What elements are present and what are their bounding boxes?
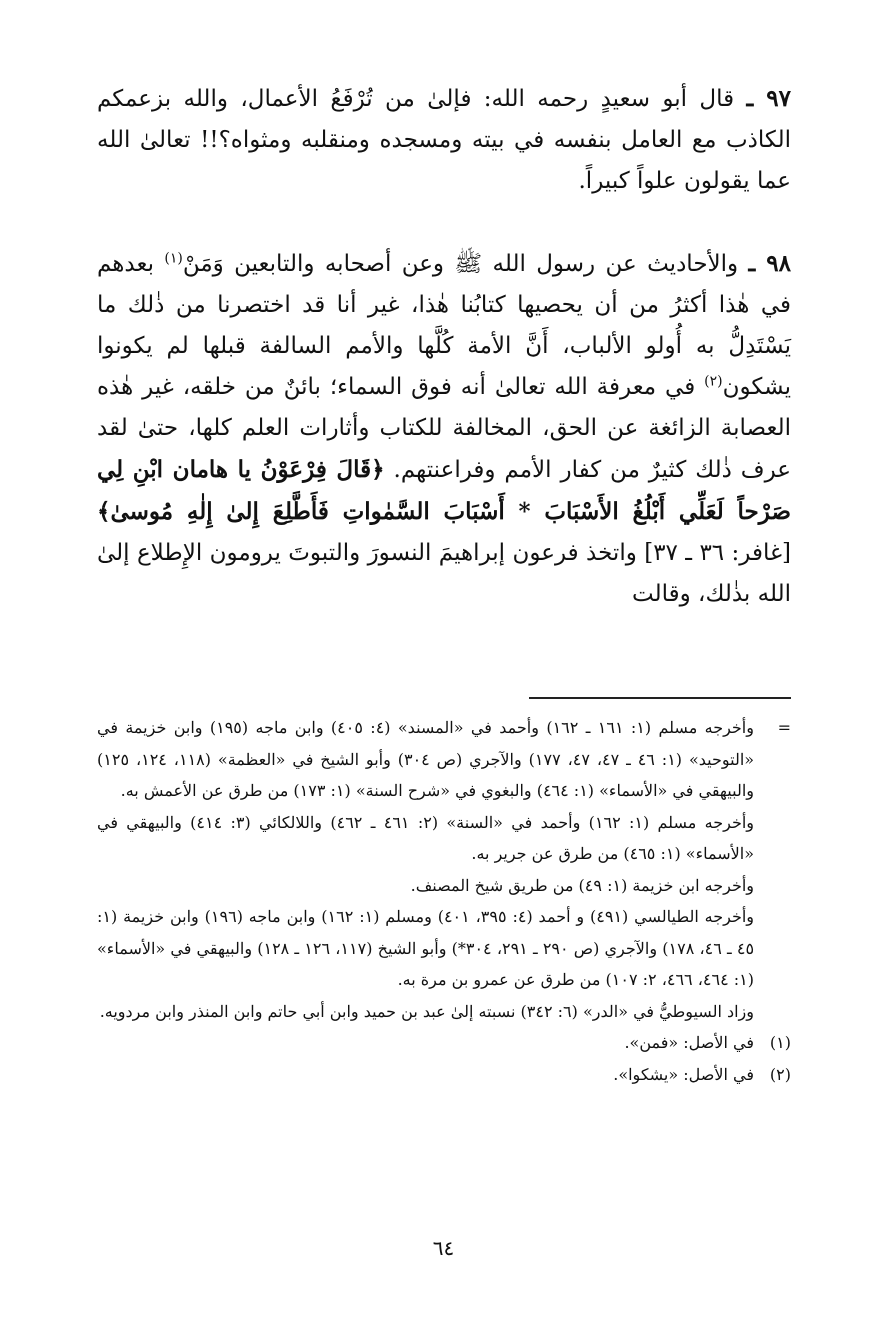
footnote-1 — [97, 1027, 791, 1059]
footnote-mark: (١) — [769, 1033, 791, 1052]
paragraph-text: والأحاديث عن رسول الله ﷺ وعن أصحابه والتابعين وَمَنْ — [182, 251, 739, 277]
footnotes — [97, 712, 791, 1090]
footnote-text: في الأصل: «يشكوا». — [613, 1064, 754, 1084]
footnote-reference-1: (١) — [164, 250, 183, 267]
page-number: ٦٤ — [432, 1236, 455, 1260]
paragraph-text: واتخذ فرعون إبراهيمَ النسورَ والتبوتَ يرومون الإِطلاع إلىٰ الله بذٰلك، وقالت — [97, 540, 791, 607]
paragraph-number: ٩٧ ـ — [746, 85, 792, 112]
footnote-paragraph: وأخرجه مسلم (١: ١٦٢) وأحمد في «السنة» (٢: ٤٦١ ـ ٤٦٢) واللالكائي (٣: ٤١٤) والبيهقي في «الأسماء» (١: ٤٦٥) من طرق عن جرير به. — [97, 812, 755, 863]
quran-verse: ﴿قَالَ فِرْعَوْنُ يا هامان ابْنِ لِي صَرْحاً لَعَلِّي أَبْلُغُ الأَسْبَابَ * أَسْبَابَ السَّمٰواتِ فَأَطَّلِعَ إِلىٰ إِلٰهِ مُوسىٰ﴾ — [97, 456, 791, 525]
footnote-2 — [97, 1059, 791, 1091]
continuation-mark: = — [777, 718, 791, 737]
footnote-text: في الأصل: «فمن». — [624, 1033, 754, 1052]
footnote-paragraph: وأخرجه مسلم (١: ١٦١ ـ ١٦٢) وأحمد في «المسند» (٤: ٤٠٥) وابن ماجه (١٩٥) وابن خزيمة في «التوحيد» (١: ٤٦ ـ ٤٧، ٤٧، ١٧٧) والآجري (ص ٣٠٤) وأبو الشيخ في «العظمة» (١١٨، ١٢٤، ١٢٥) والبيهقي في «الأسماء» (١: ٤٦٤) والبغوي في «شرح السنة» (١: ١٧٣) من طرق عن الأعمش به. — [97, 718, 755, 800]
footnote-reference-2: (٢) — [704, 373, 723, 390]
footnote-paragraph: وأخرجه الطيالسي (٤٩١) و أحمد (٤: ٣٩٥، ٤٠١) ومسلم (١: ١٦٢) وابن ماجه (١٩٦) وابن خزيمة (١: ٤٥ ـ ٤٦، ١٧٨) والآجري (ص ٢٩٠ ـ ٢٩١، ٣٠٤*) وأبو الشيخ (١١٧، ١٢٦ ـ ١٢٨) والبيهقي في «الأسماء» (١: ٤٦٤، ٤٦٦، ٢: ١٠٧) من طرق عن عمرو بن مرة به. — [97, 907, 755, 989]
footnote-separator — [529, 697, 791, 699]
footnote-paragraph: وأخرجه ابن خزيمة (١: ٤٩) من طريق شيخ المصنف. — [410, 875, 754, 895]
footnote-continuation — [97, 712, 791, 1027]
paragraph-text: في معرفة الله تعالىٰ أنه فوق السماء؛ بائنٌ من خلقه، غير هٰذه العصابة الزائغة عن الحق، المخالفة للكتاب وأثارات العلم كلها، حتىٰ لقد عرف ذٰلك كثيرٌ من كفار الأمم وفراعنتهم. — [97, 374, 791, 483]
footnote-paragraph: وزاد السيوطيُّ في «الدر» (٦: ٣٤٢) نسبته إلىٰ عبد بن حميد وابن أبي حاتم وابن المنذر وابن مردويه. — [99, 1001, 754, 1021]
footnote-mark: (٢) — [769, 1064, 791, 1084]
paragraph-text: قال أبو سعيدٍ رحمه الله: فإلىٰ من تُرْفَعُ الأعمال، والله بزعمكم الكاذب مع العامل بنفسه في بيته ومسجده ومنقلبه ومثواه؟!! تعالىٰ الله عما يقولون علواً كبيراً. — [97, 86, 791, 194]
paragraph-text: بعدهم في هٰذا أكثرُ من أن يحصيها كتابُنا هٰذا، غير أنا قد اختصرنا من ذٰلك ما يَسْتَدِلُّ به أُولو الألباب، أَنَّ الأمة كُلَّها والأمم السالفة قبلها لم يكونوا يشكون — [97, 251, 791, 400]
paragraph-97 — [97, 78, 791, 202]
footnote-continuation-text — [97, 712, 754, 1027]
verse-citation: [غافر: ٣٦ ـ ٣٧] — [644, 540, 791, 566]
paragraph-number: ٩٨ ـ — [748, 250, 791, 277]
paragraph-98 — [97, 243, 791, 615]
